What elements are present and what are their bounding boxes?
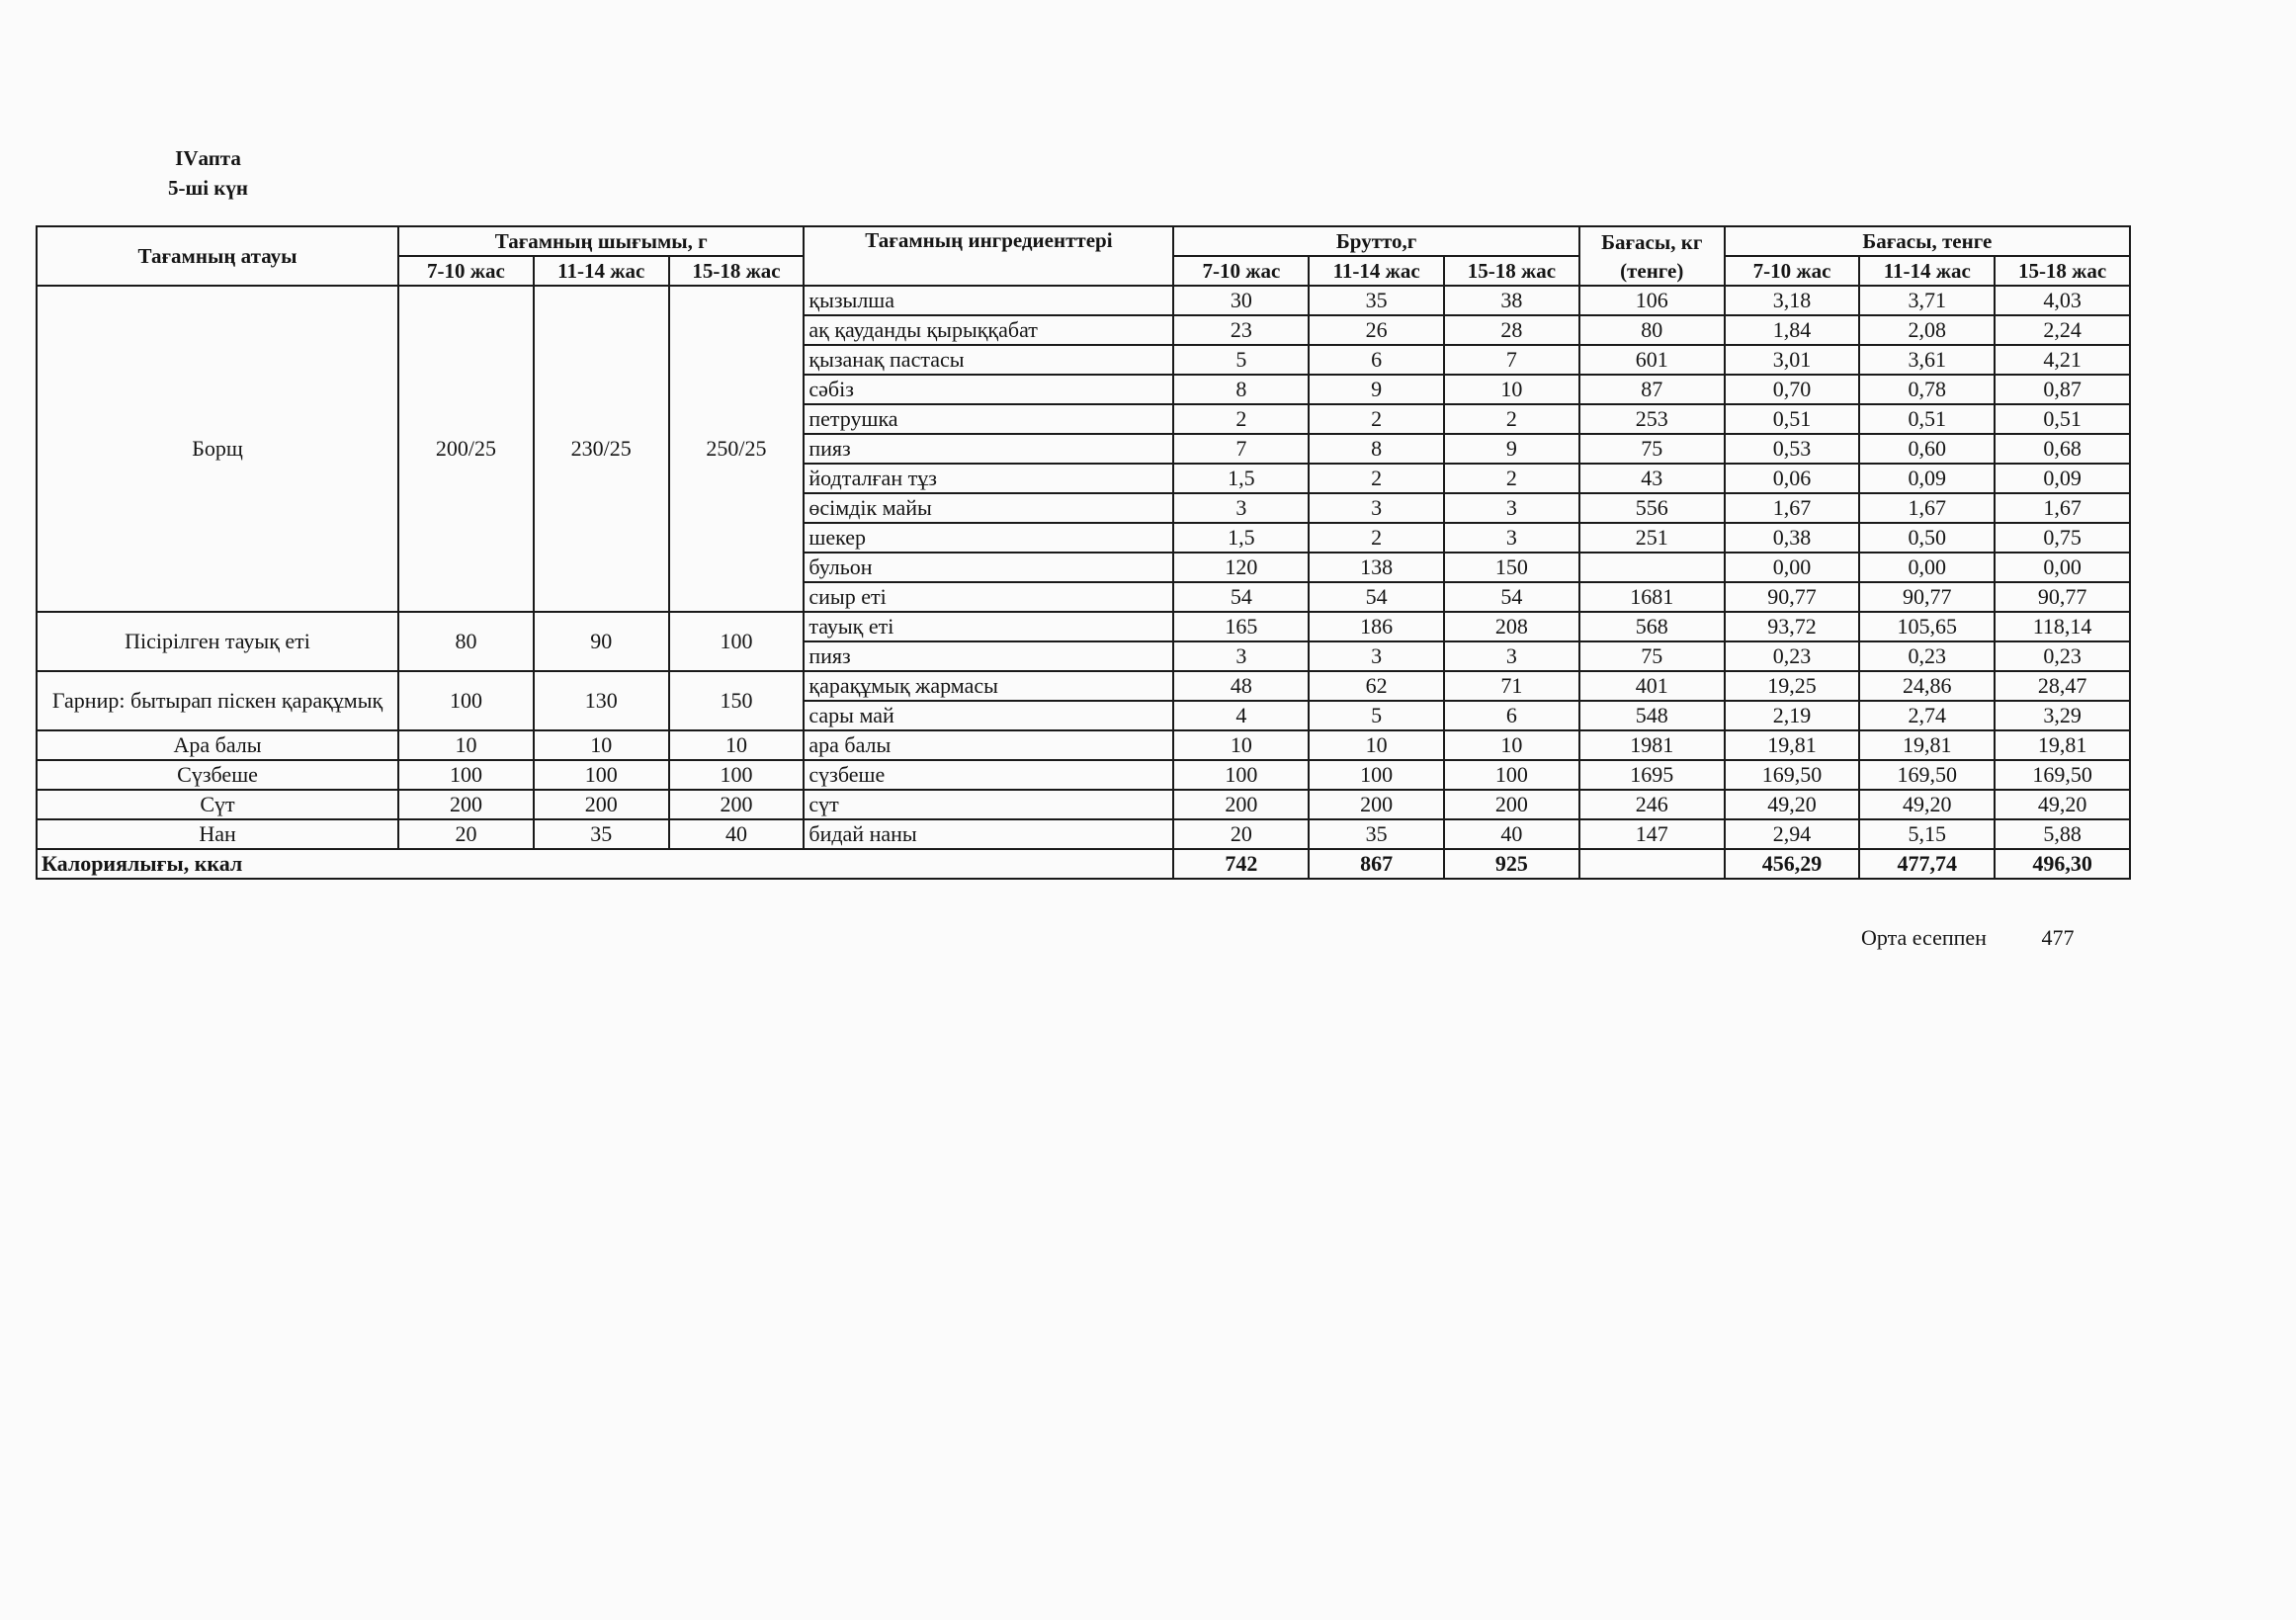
header-yield: Тағамның шығымы, г bbox=[398, 226, 804, 256]
brutto-value: 100 bbox=[1173, 760, 1309, 790]
brutto-value: 200 bbox=[1173, 790, 1309, 819]
dish-yield: 40 bbox=[669, 819, 805, 849]
price-value: 1,84 bbox=[1725, 315, 1860, 345]
brutto-value: 1,5 bbox=[1173, 523, 1309, 553]
ingredient-name: йодталған тұз bbox=[804, 464, 1173, 493]
price-value: 4,21 bbox=[1995, 345, 2130, 375]
price-value: 19,81 bbox=[1859, 730, 1995, 760]
dish-name: Сүзбеше bbox=[37, 760, 398, 790]
price-value: 0,87 bbox=[1995, 375, 2130, 404]
dish-name: Пісірілген тауық еті bbox=[37, 612, 398, 671]
total-brutto: 742 bbox=[1173, 849, 1309, 879]
price-value: 0,50 bbox=[1859, 523, 1995, 553]
brutto-value: 2 bbox=[1444, 404, 1579, 434]
price-value: 28,47 bbox=[1995, 671, 2130, 701]
price-value: 2,74 bbox=[1859, 701, 1995, 730]
ingredient-name: шекер bbox=[804, 523, 1173, 553]
price-kg-value: 1681 bbox=[1579, 582, 1725, 612]
brutto-value: 71 bbox=[1444, 671, 1579, 701]
brutto-value: 3 bbox=[1444, 523, 1579, 553]
price-value: 1,67 bbox=[1995, 493, 2130, 523]
total-price-kg-empty bbox=[1579, 849, 1725, 879]
dish-yield: 90 bbox=[534, 612, 669, 671]
price-kg-value: 568 bbox=[1579, 612, 1725, 641]
brutto-value: 10 bbox=[1309, 730, 1444, 760]
price-value: 3,61 bbox=[1859, 345, 1995, 375]
header-age: 7-10 жас bbox=[398, 256, 534, 286]
ingredient-name: петрушка bbox=[804, 404, 1173, 434]
brutto-value: 1,5 bbox=[1173, 464, 1309, 493]
table-footer bbox=[37, 849, 2130, 879]
total-price: 456,29 bbox=[1725, 849, 1860, 879]
header-age: 11-14 жас bbox=[1309, 256, 1444, 286]
price-kg-value: 556 bbox=[1579, 493, 1725, 523]
dish-name: Нан bbox=[37, 819, 398, 849]
price-value: 24,86 bbox=[1859, 671, 1995, 701]
price-kg-value: 401 bbox=[1579, 671, 1725, 701]
brutto-value: 3 bbox=[1444, 641, 1579, 671]
price-value: 93,72 bbox=[1725, 612, 1860, 641]
brutto-value: 54 bbox=[1444, 582, 1579, 612]
dish-yield: 200 bbox=[534, 790, 669, 819]
ingredient-name: ақ қауданды қырыққабат bbox=[804, 315, 1173, 345]
price-value: 0,51 bbox=[1859, 404, 1995, 434]
ingredient-name: пияз bbox=[804, 434, 1173, 464]
brutto-value: 100 bbox=[1444, 760, 1579, 790]
brutto-value: 2 bbox=[1444, 464, 1579, 493]
dish-yield: 100 bbox=[669, 612, 805, 671]
brutto-value: 35 bbox=[1309, 286, 1444, 315]
total-row bbox=[37, 849, 2130, 879]
dish-yield: 100 bbox=[398, 671, 534, 730]
price-value: 1,67 bbox=[1725, 493, 1860, 523]
dish-yield: 130 bbox=[534, 671, 669, 730]
price-value: 0,38 bbox=[1725, 523, 1860, 553]
header-age: 15-18 жас bbox=[1444, 256, 1579, 286]
dish-yield: 10 bbox=[398, 730, 534, 760]
header-age: 15-18 жас bbox=[669, 256, 805, 286]
header-dish-name: Тағамның атауы bbox=[37, 226, 398, 286]
total-brutto: 925 bbox=[1444, 849, 1579, 879]
price-kg-value: 1981 bbox=[1579, 730, 1725, 760]
price-kg-value: 43 bbox=[1579, 464, 1725, 493]
price-value: 90,77 bbox=[1859, 582, 1995, 612]
day-label: 5-ші күн bbox=[168, 176, 249, 200]
ingredient-name: сүт bbox=[804, 790, 1173, 819]
price-value: 2,24 bbox=[1995, 315, 2130, 345]
dish-yield: 100 bbox=[534, 760, 669, 790]
price-kg-value: 548 bbox=[1579, 701, 1725, 730]
table-row bbox=[37, 286, 2130, 315]
brutto-value: 8 bbox=[1309, 434, 1444, 464]
price-value: 2,19 bbox=[1725, 701, 1860, 730]
ingredient-name: сиыр еті bbox=[804, 582, 1173, 612]
price-value: 5,88 bbox=[1995, 819, 2130, 849]
brutto-value: 3 bbox=[1444, 493, 1579, 523]
ingredient-name: ара балы bbox=[804, 730, 1173, 760]
brutto-value: 2 bbox=[1309, 523, 1444, 553]
price-value: 19,25 bbox=[1725, 671, 1860, 701]
price-kg-value: 251 bbox=[1579, 523, 1725, 553]
total-label: Калориялығы, ккал bbox=[37, 849, 1173, 879]
price-kg-value: 253 bbox=[1579, 404, 1725, 434]
brutto-value: 40 bbox=[1444, 819, 1579, 849]
brutto-value: 186 bbox=[1309, 612, 1444, 641]
price-value: 0,23 bbox=[1995, 641, 2130, 671]
ingredient-name: бульон bbox=[804, 553, 1173, 582]
dish-yield: 35 bbox=[534, 819, 669, 849]
brutto-value: 35 bbox=[1309, 819, 1444, 849]
price-value: 0,06 bbox=[1725, 464, 1860, 493]
price-value: 1,67 bbox=[1859, 493, 1995, 523]
brutto-value: 150 bbox=[1444, 553, 1579, 582]
price-value: 3,71 bbox=[1859, 286, 1995, 315]
dish-yield: 10 bbox=[669, 730, 805, 760]
brutto-value: 3 bbox=[1173, 641, 1309, 671]
price-kg-value: 246 bbox=[1579, 790, 1725, 819]
price-value: 0,09 bbox=[1995, 464, 2130, 493]
price-value: 49,20 bbox=[1859, 790, 1995, 819]
brutto-value: 208 bbox=[1444, 612, 1579, 641]
brutto-value: 6 bbox=[1309, 345, 1444, 375]
brutto-value: 54 bbox=[1309, 582, 1444, 612]
header-brutto: Брутто,г bbox=[1173, 226, 1578, 256]
average-line bbox=[1861, 925, 2074, 951]
price-value: 0,60 bbox=[1859, 434, 1995, 464]
header-age: 11-14 жас bbox=[1859, 256, 1995, 286]
brutto-value: 4 bbox=[1173, 701, 1309, 730]
ingredient-name: тауық еті bbox=[804, 612, 1173, 641]
price-kg-value: 87 bbox=[1579, 375, 1725, 404]
brutto-value: 3 bbox=[1309, 641, 1444, 671]
dish-yield: 100 bbox=[398, 760, 534, 790]
dish-name: Ара балы bbox=[37, 730, 398, 760]
dish-yield: 200/25 bbox=[398, 286, 534, 612]
brutto-value: 10 bbox=[1173, 730, 1309, 760]
header-age: 11-14 жас bbox=[534, 256, 669, 286]
header-ingredients: Тағамның ингредиенттері bbox=[804, 226, 1173, 286]
table-row bbox=[37, 612, 2130, 641]
table-row bbox=[37, 730, 2130, 760]
brutto-value: 7 bbox=[1173, 434, 1309, 464]
header-price-tenge: Бағасы, тенге bbox=[1725, 226, 2130, 256]
total-price: 496,30 bbox=[1995, 849, 2130, 879]
price-kg-value: 75 bbox=[1579, 434, 1725, 464]
price-value: 0,75 bbox=[1995, 523, 2130, 553]
brutto-value: 38 bbox=[1444, 286, 1579, 315]
total-brutto: 867 bbox=[1309, 849, 1444, 879]
price-value: 2,08 bbox=[1859, 315, 1995, 345]
dish-yield: 100 bbox=[669, 760, 805, 790]
price-kg-value: 80 bbox=[1579, 315, 1725, 345]
brutto-value: 23 bbox=[1173, 315, 1309, 345]
brutto-value: 6 bbox=[1444, 701, 1579, 730]
table-row bbox=[37, 790, 2130, 819]
ingredient-name: өсімдік майы bbox=[804, 493, 1173, 523]
header-price-kg-unit: (тенге) bbox=[1579, 256, 1725, 286]
price-value: 169,50 bbox=[1995, 760, 2130, 790]
ingredient-name: қызылша bbox=[804, 286, 1173, 315]
price-value: 0,23 bbox=[1725, 641, 1860, 671]
dish-name: Борщ bbox=[37, 286, 398, 612]
brutto-value: 62 bbox=[1309, 671, 1444, 701]
brutto-value: 3 bbox=[1173, 493, 1309, 523]
dish-yield: 20 bbox=[398, 819, 534, 849]
average-label: Орта есеппен bbox=[1861, 925, 1987, 950]
table-body bbox=[37, 286, 2130, 849]
ingredient-name: сүзбеше bbox=[804, 760, 1173, 790]
brutto-value: 28 bbox=[1444, 315, 1579, 345]
table-header bbox=[37, 226, 2130, 286]
brutto-value: 20 bbox=[1173, 819, 1309, 849]
brutto-value: 9 bbox=[1444, 434, 1579, 464]
dish-name: Гарнир: бытырап піскен қарақұмық bbox=[37, 671, 398, 730]
menu-table bbox=[36, 225, 2131, 880]
price-value: 0,23 bbox=[1859, 641, 1995, 671]
brutto-value: 54 bbox=[1173, 582, 1309, 612]
header-age: 15-18 жас bbox=[1995, 256, 2130, 286]
dish-yield: 80 bbox=[398, 612, 534, 671]
price-kg-value: 1695 bbox=[1579, 760, 1725, 790]
price-value: 4,03 bbox=[1995, 286, 2130, 315]
brutto-value: 120 bbox=[1173, 553, 1309, 582]
dish-yield: 200 bbox=[398, 790, 534, 819]
week-label: IVапта bbox=[175, 146, 241, 170]
average-value: 477 bbox=[2041, 925, 2075, 950]
dish-yield: 10 bbox=[534, 730, 669, 760]
price-value: 0,78 bbox=[1859, 375, 1995, 404]
dish-yield: 200 bbox=[669, 790, 805, 819]
price-value: 90,77 bbox=[1995, 582, 2130, 612]
price-value: 105,65 bbox=[1859, 612, 1995, 641]
price-value: 0,00 bbox=[1995, 553, 2130, 582]
dish-yield: 250/25 bbox=[669, 286, 805, 612]
ingredient-name: бидай наны bbox=[804, 819, 1173, 849]
price-kg-value bbox=[1579, 553, 1725, 582]
ingredient-name: пияз bbox=[804, 641, 1173, 671]
table-row bbox=[37, 819, 2130, 849]
brutto-value: 2 bbox=[1309, 464, 1444, 493]
brutto-value: 138 bbox=[1309, 553, 1444, 582]
header-age: 7-10 жас bbox=[1725, 256, 1860, 286]
price-value: 118,14 bbox=[1995, 612, 2130, 641]
brutto-value: 165 bbox=[1173, 612, 1309, 641]
price-value: 19,81 bbox=[1725, 730, 1860, 760]
brutto-value: 5 bbox=[1173, 345, 1309, 375]
dish-yield: 230/25 bbox=[534, 286, 669, 612]
price-value: 5,15 bbox=[1859, 819, 1995, 849]
price-value: 0,53 bbox=[1725, 434, 1860, 464]
price-value: 0,09 bbox=[1859, 464, 1995, 493]
ingredient-name: қызанақ пастасы bbox=[804, 345, 1173, 375]
ingredient-name: қарақұмық жармасы bbox=[804, 671, 1173, 701]
price-value: 169,50 bbox=[1725, 760, 1860, 790]
price-value: 0,00 bbox=[1859, 553, 1995, 582]
price-kg-value: 147 bbox=[1579, 819, 1725, 849]
brutto-value: 10 bbox=[1444, 730, 1579, 760]
price-kg-value: 601 bbox=[1579, 345, 1725, 375]
price-value: 169,50 bbox=[1859, 760, 1995, 790]
header-age: 7-10 жас bbox=[1173, 256, 1309, 286]
brutto-value: 8 bbox=[1173, 375, 1309, 404]
dish-yield: 150 bbox=[669, 671, 805, 730]
brutto-value: 5 bbox=[1309, 701, 1444, 730]
page-heading bbox=[168, 143, 248, 203]
brutto-value: 2 bbox=[1309, 404, 1444, 434]
price-value: 19,81 bbox=[1995, 730, 2130, 760]
price-kg-value: 106 bbox=[1579, 286, 1725, 315]
brutto-value: 200 bbox=[1309, 790, 1444, 819]
price-value: 49,20 bbox=[1725, 790, 1860, 819]
price-kg-value: 75 bbox=[1579, 641, 1725, 671]
price-value: 0,70 bbox=[1725, 375, 1860, 404]
brutto-value: 200 bbox=[1444, 790, 1579, 819]
brutto-value: 10 bbox=[1444, 375, 1579, 404]
header-price-kg: Бағасы, кг bbox=[1579, 226, 1725, 256]
ingredient-name: сары май bbox=[804, 701, 1173, 730]
price-value: 3,18 bbox=[1725, 286, 1860, 315]
dish-name: Сүт bbox=[37, 790, 398, 819]
price-value: 49,20 bbox=[1995, 790, 2130, 819]
ingredient-name: сәбіз bbox=[804, 375, 1173, 404]
price-value: 0,51 bbox=[1725, 404, 1860, 434]
price-value: 0,68 bbox=[1995, 434, 2130, 464]
price-value: 0,51 bbox=[1995, 404, 2130, 434]
price-value: 2,94 bbox=[1725, 819, 1860, 849]
total-price: 477,74 bbox=[1859, 849, 1995, 879]
price-value: 0,00 bbox=[1725, 553, 1860, 582]
brutto-value: 2 bbox=[1173, 404, 1309, 434]
brutto-value: 30 bbox=[1173, 286, 1309, 315]
table-row bbox=[37, 760, 2130, 790]
brutto-value: 26 bbox=[1309, 315, 1444, 345]
brutto-value: 48 bbox=[1173, 671, 1309, 701]
price-value: 3,01 bbox=[1725, 345, 1860, 375]
brutto-value: 7 bbox=[1444, 345, 1579, 375]
price-value: 90,77 bbox=[1725, 582, 1860, 612]
price-value: 3,29 bbox=[1995, 701, 2130, 730]
brutto-value: 100 bbox=[1309, 760, 1444, 790]
brutto-value: 3 bbox=[1309, 493, 1444, 523]
brutto-value: 9 bbox=[1309, 375, 1444, 404]
table-row bbox=[37, 671, 2130, 701]
